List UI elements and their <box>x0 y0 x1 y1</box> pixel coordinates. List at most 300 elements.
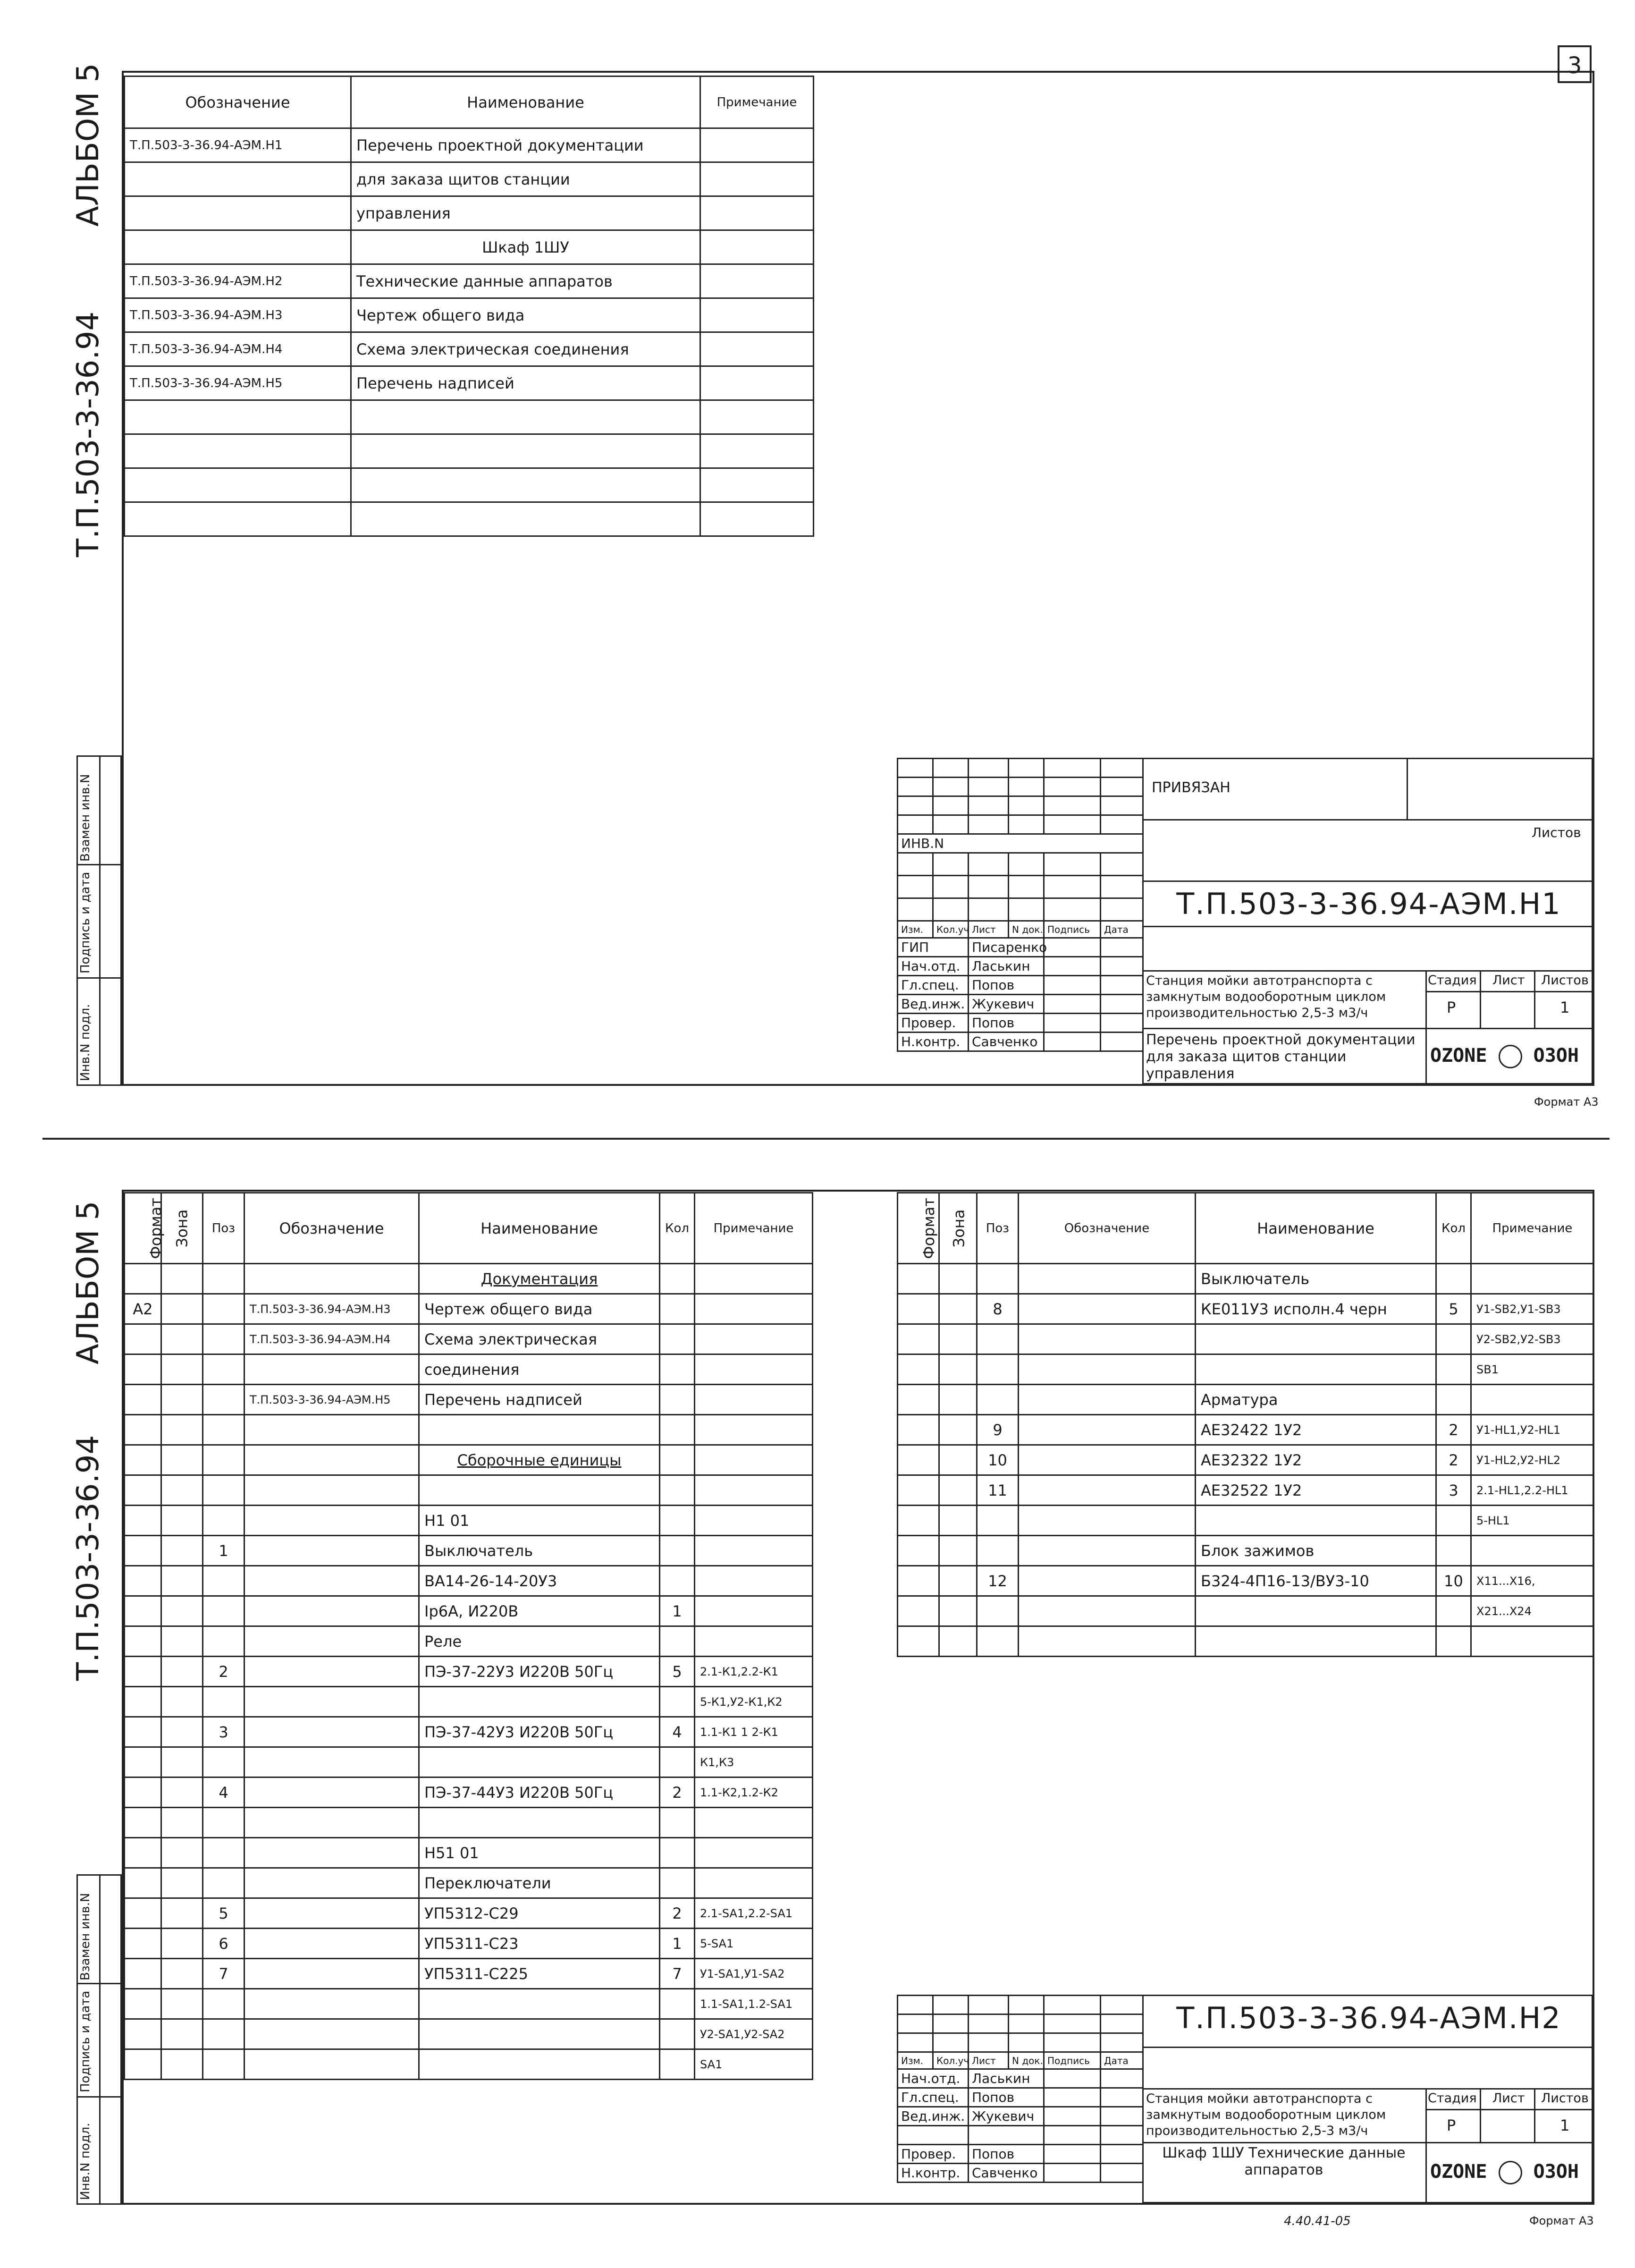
cell: Переключатели <box>419 1868 660 1898</box>
cell: Выключатель <box>419 1536 660 1566</box>
cell <box>695 1536 813 1566</box>
cell <box>419 1808 660 1838</box>
cell <box>939 1596 977 1626</box>
cell: Iр6А, И220В <box>419 1596 660 1626</box>
cell <box>203 1838 244 1868</box>
table-row <box>125 1385 813 1415</box>
cell: ПЭ-37-22У3 И220В 50Гц <box>419 1657 660 1687</box>
table-row <box>898 1626 1594 1657</box>
cell: управления <box>351 196 700 230</box>
cell <box>244 1929 419 1959</box>
cell <box>161 1959 203 1989</box>
cell <box>695 1324 813 1354</box>
cell <box>351 468 700 502</box>
cell <box>161 1777 203 1808</box>
cell <box>244 1415 419 1445</box>
cell <box>700 196 814 230</box>
cell: Х21...Х24 <box>1471 1596 1594 1626</box>
cell <box>660 1808 695 1838</box>
cell <box>695 1445 813 1475</box>
cell <box>203 1354 244 1385</box>
cell <box>660 1354 695 1385</box>
table-row <box>898 1264 1594 1294</box>
cell <box>1436 1354 1471 1385</box>
cell <box>660 1687 695 1717</box>
cell <box>203 1294 244 1324</box>
cell <box>161 1264 203 1294</box>
col-header-primechanie: Примечание <box>695 1193 813 1264</box>
role-name: Савченко <box>969 2164 1044 2183</box>
col-header-format <box>898 1193 939 1264</box>
stamp-label-inv-b: Инв.N подл. <box>78 2123 93 2200</box>
cell: Н51 01 <box>419 1838 660 1868</box>
cell <box>161 1445 203 1475</box>
cell <box>939 1415 977 1445</box>
role-label: ГИП <box>898 938 969 957</box>
cell <box>660 1989 695 2019</box>
cell <box>203 1868 244 1898</box>
col-data: Дата <box>1101 2052 1143 2069</box>
cell: Блок зажимов <box>1196 1536 1436 1566</box>
cell: 12 <box>977 1566 1019 1596</box>
cell <box>161 1415 203 1445</box>
cell <box>244 1475 419 1506</box>
cell <box>125 1959 161 1989</box>
cell: 5-К1,У2-К1,К2 <box>695 1687 813 1717</box>
stage-header: Стадия <box>1428 973 1477 988</box>
cell <box>1471 1264 1594 1294</box>
cell <box>1019 1596 1196 1626</box>
cell: 2.1-SA1,2.2-SA1 <box>695 1898 813 1929</box>
cell <box>700 162 814 196</box>
table-row <box>125 1475 813 1506</box>
cell <box>203 1566 244 1596</box>
cell <box>125 1838 161 1868</box>
cell: 5 <box>1436 1294 1471 1324</box>
cell: 10 <box>977 1445 1019 1475</box>
cell <box>244 1747 419 1777</box>
cell <box>244 1687 419 1717</box>
cell <box>203 1415 244 1445</box>
cell <box>977 1354 1019 1385</box>
cell <box>1436 1626 1471 1657</box>
cell <box>244 1868 419 1898</box>
cell: Т.П.503-3-36.94-АЭМ.Н4 <box>244 1324 419 1354</box>
cell <box>939 1385 977 1415</box>
cell: 2.1-HL1,2.2-HL1 <box>1471 1475 1594 1506</box>
col-header-oboznachenie: Обозначение <box>125 76 351 128</box>
table-row <box>125 162 814 196</box>
cell <box>1436 1324 1471 1354</box>
cell <box>939 1264 977 1294</box>
cell: Т.П.503-3-36.94-АЭМ.Н1 <box>125 128 351 162</box>
table-row <box>125 1596 813 1626</box>
cell: АЕ32522 1У2 <box>1196 1475 1436 1506</box>
table-row <box>898 1445 1594 1475</box>
cell <box>939 1324 977 1354</box>
cell <box>161 1929 203 1959</box>
cell <box>1436 1506 1471 1536</box>
cell: У1-SB2,У1-SB3 <box>1471 1294 1594 1324</box>
col-header-primechanie: Примечание <box>1471 1193 1594 1264</box>
cell: 1.1-К2,1.2-К2 <box>695 1777 813 1808</box>
cell <box>161 1657 203 1687</box>
cell <box>244 1717 419 1747</box>
cell: Схема электрическая <box>419 1324 660 1354</box>
cell <box>898 1385 939 1415</box>
cell <box>125 1445 161 1475</box>
code-label-bottom: Т.П.503-3-36.94 <box>71 1435 106 1681</box>
cell <box>244 2019 419 2049</box>
col-header-oboznachenie: Обозначение <box>244 1193 419 1264</box>
stamp-label-vzamen-b: Взамен инв.N <box>78 1893 93 1980</box>
cell <box>125 1717 161 1747</box>
cell <box>977 1596 1019 1626</box>
cell <box>203 1506 244 1536</box>
col-data: Дата <box>1101 921 1143 938</box>
cell: 2 <box>660 1777 695 1808</box>
cell <box>203 1264 244 1294</box>
col-header-naimenovanie: Наименование <box>351 76 700 128</box>
cell <box>161 1294 203 1324</box>
cell <box>1019 1294 1196 1324</box>
sheet-header: Лист <box>1492 2091 1525 2106</box>
cell: для заказа щитов станции <box>351 162 700 196</box>
cell <box>898 1626 939 1657</box>
cell: Т.П.503-3-36.94-АЭМ.Н3 <box>125 298 351 332</box>
cell <box>244 1959 419 1989</box>
cell: 1 <box>203 1536 244 1566</box>
cell: 11 <box>977 1475 1019 1506</box>
cell: Реле <box>419 1626 660 1657</box>
cell <box>1019 1354 1196 1385</box>
project-name-2: Станция мойки автотранспорта с замкнутым водооборотным циклом производительностью 2,5-3 м3/ч <box>1146 2091 1386 2138</box>
cell <box>419 1747 660 1777</box>
cell <box>244 1354 419 1385</box>
spec-table-left <box>124 1192 813 2080</box>
cell <box>1019 1536 1196 1566</box>
doc-title-2: Шкаф 1ШУ Технические данные аппаратов <box>1162 2145 1406 2178</box>
role-label: Н.контр. <box>898 1032 969 1051</box>
col-list: Лист <box>969 921 1009 938</box>
cell <box>1436 1536 1471 1566</box>
col-header-naimenovanie: Наименование <box>419 1193 660 1264</box>
cell <box>351 502 700 536</box>
cell <box>203 1445 244 1475</box>
stamp-label-podpis-b: Подпись и дата <box>78 1990 93 2092</box>
cell <box>203 1808 244 1838</box>
cell <box>125 1506 161 1536</box>
cell <box>660 1626 695 1657</box>
cell <box>660 1475 695 1506</box>
sheets-value: 1 <box>1560 2116 1570 2134</box>
cell <box>351 434 700 468</box>
table-row <box>125 2049 813 2080</box>
cell: Перечень надписей <box>419 1385 660 1415</box>
cell: Перечень надписей <box>351 366 700 400</box>
cell <box>898 1445 939 1475</box>
col-header-poz: Поз <box>977 1193 1019 1264</box>
cell: УП5311-С225 <box>419 1959 660 1989</box>
header-text: Формат <box>919 1197 938 1259</box>
table-row <box>125 1989 813 2019</box>
table-row <box>125 1687 813 1717</box>
cell <box>977 1536 1019 1566</box>
cell <box>695 1626 813 1657</box>
col-koluch: Кол.уч <box>933 2052 969 2069</box>
table-row <box>125 1929 813 1959</box>
cell <box>244 1838 419 1868</box>
revision-grid-1 <box>897 758 1144 1052</box>
cell <box>161 1747 203 1777</box>
cell <box>125 1415 161 1445</box>
cell <box>125 1354 161 1385</box>
cell <box>700 468 814 502</box>
sheets-header: Листов <box>1541 973 1589 988</box>
cell <box>939 1445 977 1475</box>
cell: 2 <box>203 1657 244 1687</box>
role-label: Вед.инж. <box>898 995 969 1014</box>
cell: Шкаф 1ШУ <box>351 230 700 264</box>
cell <box>125 1324 161 1354</box>
table-row <box>125 502 814 536</box>
cell: У2-SA1,У2-SA2 <box>695 2019 813 2049</box>
cell: 2 <box>1436 1415 1471 1445</box>
cell <box>1196 1354 1436 1385</box>
cell <box>125 1385 161 1415</box>
table-row <box>125 400 814 434</box>
role-name: Жукевич <box>969 2107 1044 2126</box>
cell: 1.1-К1 1 2-К1 <box>695 1717 813 1747</box>
cell: Н1 01 <box>419 1506 660 1536</box>
cell <box>660 1868 695 1898</box>
cell <box>898 1475 939 1506</box>
table-row <box>898 1324 1594 1354</box>
cell <box>161 1989 203 2019</box>
cell: У1-HL1,У2-HL1 <box>1471 1415 1594 1445</box>
cell: Сборочные единицы <box>419 1445 660 1475</box>
cell: КЕ011У3 исполн.4 черн <box>1196 1294 1436 1324</box>
table-row <box>898 1596 1594 1626</box>
table-row <box>125 230 814 264</box>
cell <box>351 400 700 434</box>
role-label: Провер. <box>898 1014 969 1032</box>
cell <box>700 332 814 366</box>
col-header-primechanie: Примечание <box>700 76 814 128</box>
cell <box>660 1385 695 1415</box>
logo-mark-icon <box>1499 2161 1522 2184</box>
cell: Выключатель <box>1196 1264 1436 1294</box>
cell <box>660 1747 695 1777</box>
cell <box>125 468 351 502</box>
cell <box>244 1777 419 1808</box>
spec-table-right <box>897 1192 1594 1657</box>
cell: Схема электрическая соединения <box>351 332 700 366</box>
cell: Т.П.503-3-36.94-АЭМ.Н4 <box>125 332 351 366</box>
cell <box>1019 1264 1196 1294</box>
cell <box>125 230 351 264</box>
cell <box>125 1898 161 1929</box>
logo-text-right: ОЗОН <box>1533 2161 1579 2183</box>
cell <box>244 1657 419 1687</box>
cell <box>161 1354 203 1385</box>
sheets-header: Листов <box>1541 2091 1589 2106</box>
cell <box>244 1626 419 1657</box>
cell: 5 <box>203 1898 244 1929</box>
table-row <box>125 1445 813 1475</box>
revision-grid-2 <box>897 1995 1144 2183</box>
role-name: Жукевич <box>969 995 1044 1014</box>
cell <box>203 1687 244 1717</box>
cell <box>660 2049 695 2080</box>
table-row <box>125 1777 813 1808</box>
cell <box>700 298 814 332</box>
cell <box>161 1898 203 1929</box>
col-izm: Изм. <box>898 2052 933 2069</box>
cell: Т.П.503-3-36.94-АЭМ.Н5 <box>244 1385 419 1415</box>
role-label: Гл.спец. <box>898 976 969 995</box>
cell <box>1019 1506 1196 1536</box>
logo-text-left: OZONE <box>1430 1045 1487 1066</box>
table-row <box>125 1747 813 1777</box>
table-row <box>125 298 814 332</box>
table-row <box>898 1475 1594 1506</box>
col-header-zona <box>161 1193 203 1264</box>
inv-label: ИНВ.N <box>898 834 1143 853</box>
col-header-naimenovanie: Наименование <box>1196 1193 1436 1264</box>
cell: Чертеж общего вида <box>351 298 700 332</box>
cell <box>244 1898 419 1929</box>
role-label: Нач.отд. <box>898 2069 969 2088</box>
cell <box>939 1566 977 1596</box>
cell <box>1196 1596 1436 1626</box>
cell <box>161 1324 203 1354</box>
cell: Технические данные аппаратов <box>351 264 700 298</box>
cell <box>125 1657 161 1687</box>
doc-code-1: Т.П.503-3-36.94-АЭМ.Н1 <box>1176 887 1561 921</box>
listov-label-top: Листов <box>1532 825 1581 840</box>
table-row <box>125 1626 813 1657</box>
cell <box>1196 1506 1436 1536</box>
col-list: Лист <box>969 2052 1009 2069</box>
cell <box>125 400 351 434</box>
stage-value: Р <box>1447 999 1456 1016</box>
sheets-value: 1 <box>1560 999 1570 1016</box>
stamp-label-vzamen: Взамен инв.N <box>78 774 93 862</box>
cell: Т.П.503-3-36.94-АЭМ.Н3 <box>244 1294 419 1324</box>
cell <box>1436 1385 1471 1415</box>
cell <box>161 1536 203 1566</box>
cell: У1-HL2,У2-HL2 <box>1471 1445 1594 1475</box>
cell <box>125 1264 161 1294</box>
cell <box>1436 1264 1471 1294</box>
cell <box>695 1294 813 1324</box>
format-label-2: Формат А3 <box>1529 2214 1594 2227</box>
cell <box>125 1989 161 2019</box>
cell <box>939 1354 977 1385</box>
cell <box>244 1536 419 1566</box>
format-label-1: Формат А3 <box>1534 1095 1599 1109</box>
table-row <box>125 196 814 230</box>
col-header-kol: Кол <box>1436 1193 1471 1264</box>
top-doc-table <box>124 76 814 537</box>
cell <box>700 264 814 298</box>
cell: 5 <box>660 1657 695 1687</box>
table-row <box>125 1868 813 1898</box>
header-text: Зона <box>950 1209 968 1247</box>
role-name: Попов <box>969 2088 1044 2107</box>
cell <box>125 1626 161 1657</box>
cell <box>161 1385 203 1415</box>
table-row <box>125 1898 813 1929</box>
role-name: Попов <box>969 976 1044 995</box>
cell: УП5311-С23 <box>419 1929 660 1959</box>
cell <box>125 2049 161 2080</box>
cell <box>1019 1566 1196 1596</box>
cell <box>161 1596 203 1626</box>
cell <box>1196 1626 1436 1657</box>
col-header-poz: Поз <box>203 1193 244 1264</box>
cell <box>161 1626 203 1657</box>
cell <box>660 1506 695 1536</box>
cell: 1 <box>660 1596 695 1626</box>
table-row <box>125 468 814 502</box>
side-stamp-top <box>76 755 122 1086</box>
cell: У1-SA1,У1-SA2 <box>695 1959 813 1989</box>
cell <box>419 1989 660 2019</box>
cell: 4 <box>203 1777 244 1808</box>
col-header-format <box>125 1193 165 1264</box>
table-row <box>898 1566 1594 1596</box>
role-label: Нач.отд. <box>898 957 969 976</box>
cell <box>700 128 814 162</box>
cell <box>898 1566 939 1596</box>
role-label: Провер. <box>898 2145 969 2164</box>
album-label-bottom: АЛЬБОМ 5 <box>71 1201 106 1364</box>
table-row <box>125 1959 813 1989</box>
cell <box>1019 1324 1196 1354</box>
cell <box>695 1506 813 1536</box>
cell <box>898 1596 939 1626</box>
cell <box>898 1536 939 1566</box>
cell: 1 <box>660 1929 695 1959</box>
footer-number: 4.40.41-05 <box>1284 2214 1351 2228</box>
cell <box>161 2049 203 2080</box>
cell <box>939 1536 977 1566</box>
cell <box>700 366 814 400</box>
cell <box>125 162 351 196</box>
cell: 2.1-К1,2.2-К1 <box>695 1657 813 1687</box>
cell <box>419 1475 660 1506</box>
cell <box>161 1868 203 1898</box>
stage-value: Р <box>1447 2116 1456 2134</box>
table-row <box>898 1415 1594 1445</box>
cell <box>660 1264 695 1294</box>
cell <box>203 1747 244 1777</box>
cell: Т.П.503-3-36.94-АЭМ.Н2 <box>125 264 351 298</box>
cell <box>898 1264 939 1294</box>
cell <box>125 1475 161 1506</box>
col-ndok: N док. <box>1009 921 1044 938</box>
cell <box>419 2049 660 2080</box>
company-logo-1 <box>1430 1045 1579 1068</box>
cell <box>660 1445 695 1475</box>
page-number: 3 <box>1567 52 1582 79</box>
cell: SA1 <box>695 2049 813 2080</box>
cell: 7 <box>203 1959 244 1989</box>
col-ndok: N док. <box>1009 2052 1044 2069</box>
cell <box>203 2049 244 2080</box>
